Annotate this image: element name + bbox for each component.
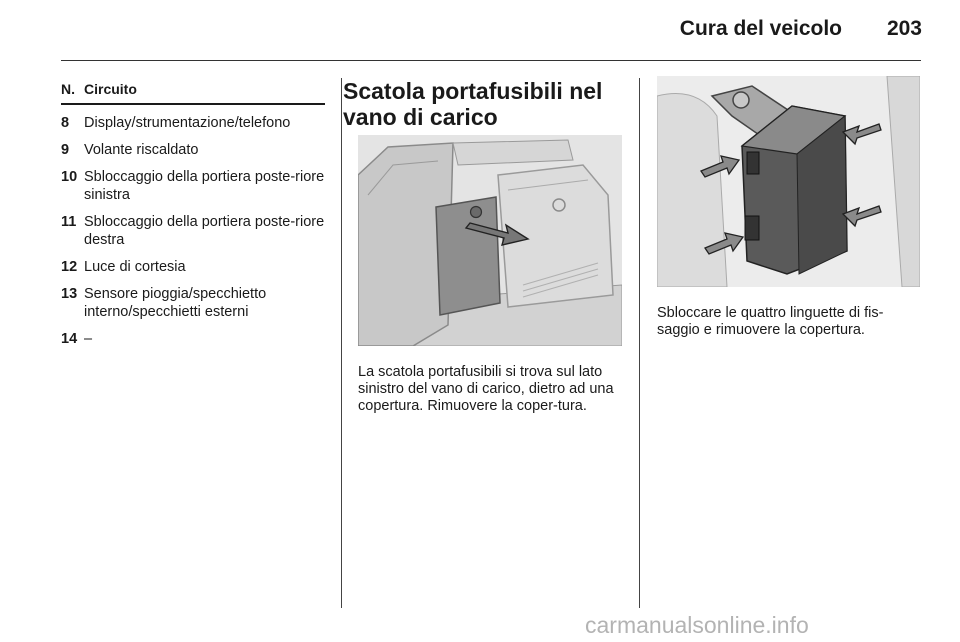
table-row [61,168,325,204]
page-number: 203 [886,17,922,40]
cargo-area-illustration [358,135,622,346]
fuse-number: 8 [61,115,70,131]
fuse-circuit: Volante riscaldato [84,142,199,158]
table-row [61,285,325,321]
table-row [61,330,325,348]
header-circuit: Circuito [84,81,137,97]
instruction-paragraph: Sbloccare le quattro linguette di fis-saggio e rimuovere la copertura. [657,305,884,338]
column-separator-left [341,78,342,608]
table-header [61,80,325,105]
fuse-number: 12 [61,259,78,275]
header-number: N. [61,81,75,97]
fuse-number: 13 [61,286,78,302]
fuse-number: 11 [61,214,77,230]
section-title: Scatola portafusibili nel vano di carico [343,78,603,130]
header-rule [61,60,921,61]
fuse-circuit: Luce di cortesia [84,259,186,275]
fuse-circuit: Sbloccaggio della portiera poste-riore sinistra [84,169,325,203]
fuse-circuit: Sensore pioggia/specchietto interno/specchietti esterni [84,286,267,320]
table-row [61,258,325,276]
fuse-number: 14 [61,331,78,347]
fuse-circuit: Sbloccaggio della portiera poste-riore destra [84,214,325,248]
fuse-number: 10 [61,169,78,185]
fuse-table [61,80,325,348]
section-paragraph: La scatola portafusibili si trova sul lato sinistro del vano di carico, dietro ad una copertura. Rimuovere la coper-tura. [358,364,614,414]
column-separator-right [639,78,640,608]
table-row [61,213,325,249]
watermark-text: carmanualsonline.info [585,612,809,638]
fuse-box-illustration [657,76,920,287]
fuse-circuit: Display/strumentazione/telefono [84,115,291,131]
table-row [61,141,325,159]
page-header-title: Cura del veicolo [679,17,842,40]
fuse-circuit: – [84,331,93,347]
table-row [61,114,325,132]
fuse-number: 9 [61,142,70,158]
